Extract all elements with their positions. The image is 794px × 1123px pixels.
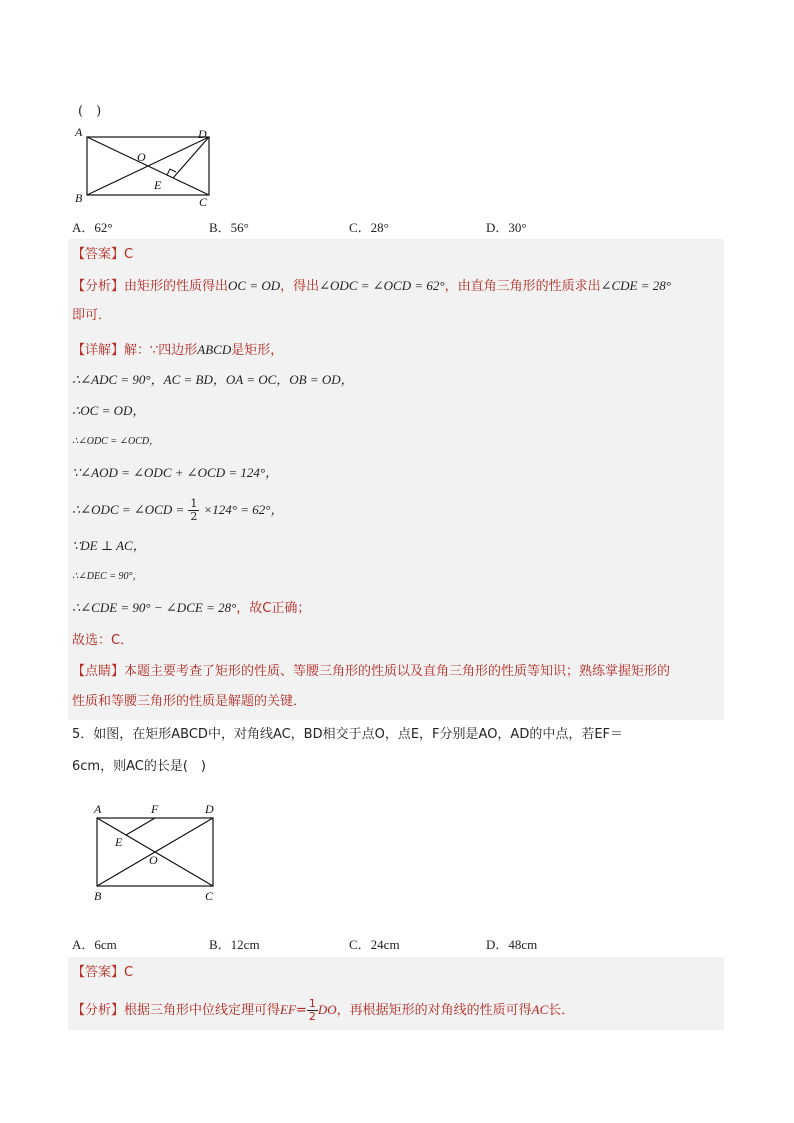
q4-detail-line10: 故选：C． bbox=[72, 633, 134, 648]
q5-figure bbox=[86, 800, 236, 906]
q5-answer-line bbox=[72, 963, 133, 983]
q4-detail-line7: ∵DE ⊥ AC， bbox=[72, 538, 146, 553]
q5-segment-ef bbox=[126, 818, 155, 835]
analysis-tag: 【分析】 bbox=[72, 279, 125, 294]
q4-option-d: D．30° bbox=[486, 220, 527, 235]
q4-segment-de bbox=[173, 137, 209, 178]
q4-option-a: A．62° bbox=[72, 220, 113, 235]
q5-option-d: D．48cm bbox=[486, 937, 538, 952]
q4-comment-line1: 【点睛】本题主要考查了矩形的性质、等腰三角形的性质以及直角三角形的性质等知识；熟练掌握矩形的 bbox=[72, 664, 671, 679]
q5-label-c: C bbox=[205, 889, 214, 903]
q4-analysis-line1: 【分析】由矩形的性质得出OC = OD，得出∠ODC = ∠OCD = 62°，由直角三角形的性质求出∠CDE = 28° bbox=[72, 278, 671, 294]
q4-right-angle-mark bbox=[167, 169, 176, 175]
q5-option-a: A．6cm bbox=[72, 937, 117, 952]
q5-label-o: O bbox=[149, 853, 158, 867]
q4-detail-line1: 【详解】解：∵四边形ABCD是矩形， bbox=[72, 342, 284, 358]
q4-comment-line2: 性质和等腰三角形的性质是解题的关键． bbox=[72, 694, 307, 709]
fraction: $\frac{1}{2}$ bbox=[308, 997, 316, 1023]
q4-paren: ( ) bbox=[78, 104, 102, 119]
q4-detail-line9: ∴∠CDE = 90° − ∠DCE = 28°，故C正确； bbox=[72, 600, 311, 616]
q4-label-e: E bbox=[154, 178, 162, 192]
q4-detail-line5: ∵∠AOD = ∠ODC + ∠OCD = 124°， bbox=[72, 465, 279, 480]
q5-label-a: A bbox=[94, 802, 102, 816]
q4-label-c: C bbox=[199, 195, 208, 209]
q4-detail-line8: ∴∠DEC = 90°， bbox=[72, 571, 143, 582]
q5-analysis-line: 【分析】根据三角形中位线定理可得EF= $\frac{1}{2}$ DO，再根据矩形的对角线的性质可得AC长． bbox=[72, 997, 575, 1023]
q4-detail-line3: ∴OC = OD， bbox=[72, 403, 146, 418]
q4-option-c: C．28° bbox=[349, 220, 389, 235]
q5-option-c: C．24cm bbox=[349, 937, 400, 952]
q4-figure bbox=[70, 124, 230, 210]
q4-detail-line4: ∴∠ODC = ∠OCD， bbox=[72, 436, 160, 447]
comment-tag: 【点睛】 bbox=[72, 664, 125, 679]
q4-label-b: B bbox=[75, 191, 83, 205]
q4-option-b: B．56° bbox=[209, 220, 249, 235]
analysis-tag: 【分析】 bbox=[72, 1003, 125, 1018]
q4-label-d: D bbox=[198, 127, 207, 141]
q5-stem-line1: 5．如图，在矩形ABCD中，对角线AC，BD相交于点O，点E，F分别是AO，AD的中点，若EF＝ bbox=[72, 727, 624, 742]
fraction: $\frac{1}{2}$ bbox=[190, 497, 198, 523]
q4-detail-line2: ∴∠ADC = 90°，AC = BD，OA = OC，OB = OD， bbox=[72, 372, 354, 387]
q5-label-e: E bbox=[115, 835, 123, 849]
detail-tag: 【详解】 bbox=[72, 343, 125, 358]
q5-label-f: F bbox=[151, 802, 159, 816]
q4-label-o: O bbox=[137, 150, 146, 164]
answer-value: C bbox=[124, 247, 134, 262]
q5-stem-line2: 6cm，则AC的长是( ) bbox=[72, 759, 206, 774]
answer-tag: 【答案】 bbox=[72, 965, 125, 980]
q4-label-a: A bbox=[75, 125, 83, 139]
answer-value: C bbox=[124, 965, 134, 980]
answer-tag: 【答案】 bbox=[72, 247, 125, 262]
q4-analysis-line2: 即可． bbox=[72, 308, 112, 323]
q5-label-b: B bbox=[94, 889, 102, 903]
q5-label-d: D bbox=[205, 802, 214, 816]
q4-answer-line bbox=[72, 245, 133, 265]
q5-option-b: B．12cm bbox=[209, 937, 260, 952]
q4-detail-line6: ∴∠ODC = ∠OCD = $\frac{1}{2}$ ×124° = 62°， bbox=[72, 497, 284, 523]
